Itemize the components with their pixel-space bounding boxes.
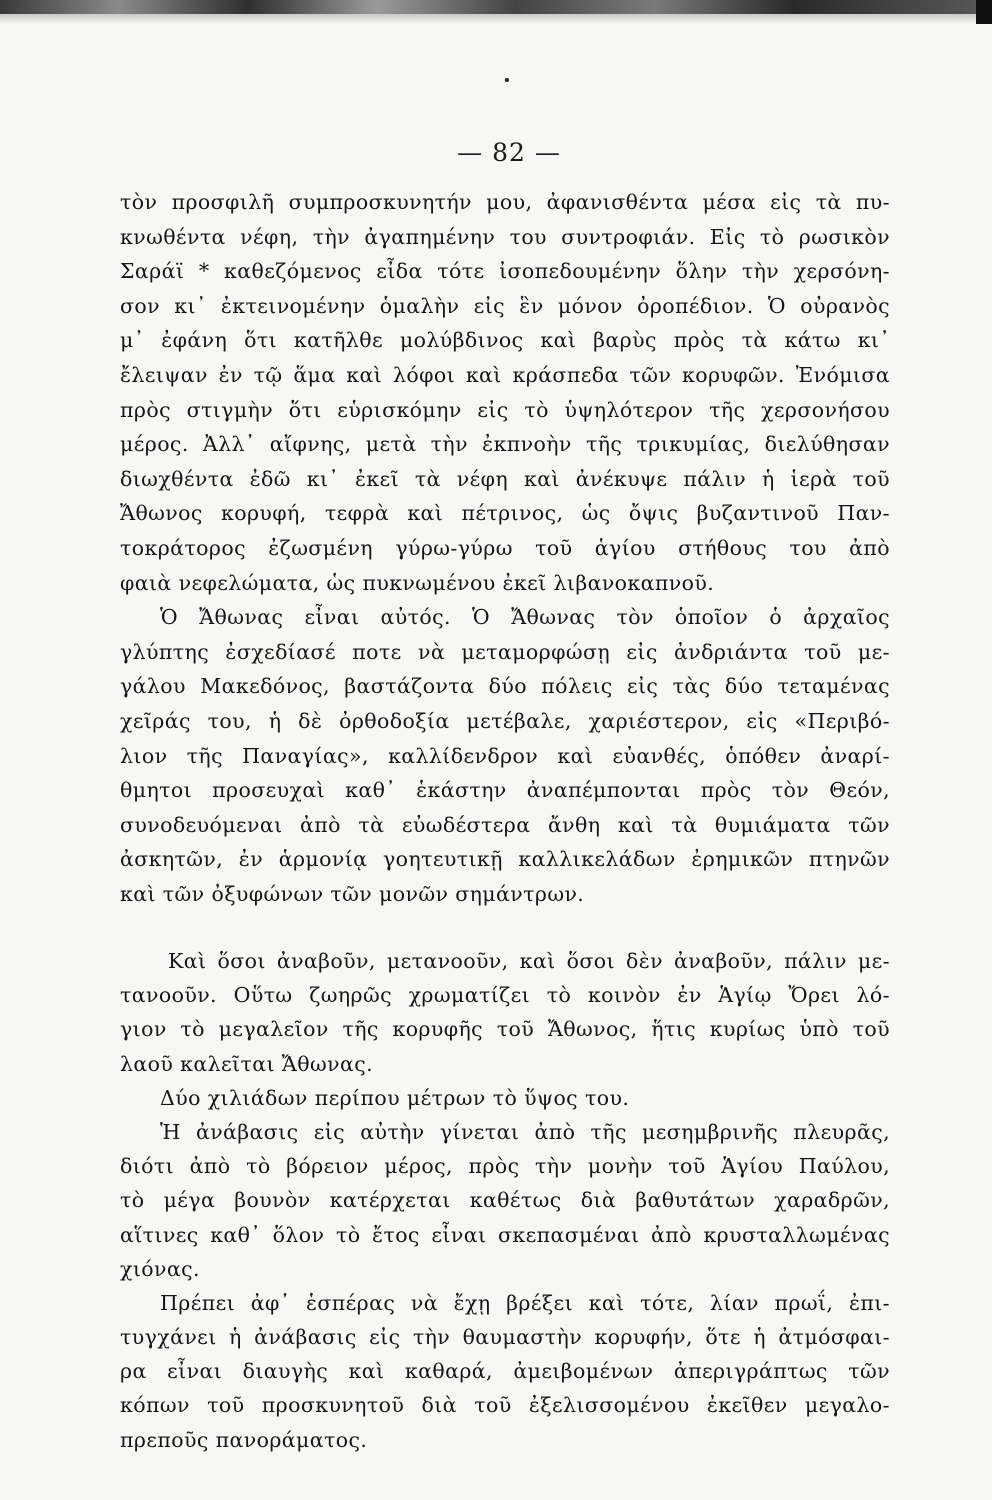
scan-border-top: [0, 0, 992, 14]
text-line: Καὶ ὅσοι ἀναβοῦν, μετανοοῦν, καὶ ὅσοι δὲν ἀναβοῦν, πάλιν με-: [168, 949, 890, 973]
text-line: συνοδευόμεναι ἀπὸ τὰ εὐωδέστερα ἄνθη καὶ τὰ θυμιάματα τῶν: [120, 812, 890, 837]
text-line: γιον τὸ μεγαλεῖον τῆς κορυφῆς τοῦ Ἄθωνος, ἥτις κυρίως ὑπὸ τοῦ: [120, 1017, 890, 1042]
text-line: αἵτινες καθ᾽ ὅλον τὸ ἔτος εἶναι σκεπασμέναι ἀπὸ κρυσταλλωμένας: [120, 1222, 890, 1247]
text-line: κόπων τοῦ προσκυνητοῦ διὰ τοῦ ἐξελισσομένου ἐκεῖθεν μεγαλο-: [120, 1393, 890, 1418]
text-block-top: [120, 185, 890, 911]
text-line: χεῖράς του, ἡ δὲ ὀρθοδοξία μετέβαλε, χαριέστερον, εἰς «Περιβό-: [120, 708, 890, 733]
scan-speck: [505, 78, 509, 82]
text-line: χιόνας.: [120, 1256, 200, 1281]
text-line: λαοῦ καλεῖται Ἄθωνας.: [120, 1051, 374, 1076]
text-line: ρα εἶναι διαυγὴς καὶ καθαρά, ἀμειβομένων ἀπεριγράπτως τῶν: [120, 1359, 890, 1384]
text-line: θμητοι προσευχαὶ καθ᾽ ἑκάστην ἀναπέμπονται πρὸς τὸν Θεόν,: [120, 778, 890, 803]
page-number: — 82 —: [457, 138, 561, 167]
text-line: ἀσκητῶν, ἐν ἁρμονίᾳ γοητευτικῇ καλλικελάδων ἐρημικῶν πτηνῶν: [120, 847, 890, 872]
text-line: Πρέπει ἀφ᾽ ἑσπέρας νὰ ἔχῃ βρέξει καὶ τότε, λίαν πρωΐ, ἐπι-: [160, 1290, 890, 1315]
text-line: μ᾽ ἐφάνη ὅτι κατῆλθε μολύβδινος καὶ βαρὺς πρὸς τὰ κάτω κι᾽: [120, 328, 890, 353]
text-line: κνωθέντα νέφη, τὴν ἀγαπημένην του συντροφιάν. Εἰς τὸ ρωσικὸν: [120, 224, 890, 249]
text-line: Σαράϊ * καθεζόμενος εἶδα τότε ἰσοπεδουμένην ὅλην τὴν χερσόνη-: [120, 259, 890, 284]
text-line: τοκράτορος ἐζωσμένη γύρω-γύρω τοῦ ἁγίου στήθους του ἀπὸ: [120, 535, 890, 560]
text-block-bottom: [120, 944, 890, 1457]
text-line: μέρος. Ἀλλ᾽ αἴφνης, μετὰ τὴν ἐκπνοὴν τῆς τρικυμίας, διελύθησαν: [120, 432, 890, 457]
text-line: τὸ μέγα βουνὸν κατέρχεται καθέτως διὰ βαθυτάτων χαραδρῶν,: [120, 1188, 890, 1213]
text-line: διότι ἀπὸ τὸ βόρειον μέρος, πρὸς τὴν μονὴν τοῦ Ἁγίου Παύλου,: [120, 1154, 890, 1179]
text-line: καὶ τῶν ὀξυφώνων τῶν μονῶν σημάντρων.: [120, 881, 585, 906]
text-line: τυγχάνει ἡ ἀνάβασις εἰς τὴν θαυμαστὴν κορυφήν, ὅτε ἡ ἀτμόσφαι-: [120, 1325, 890, 1350]
text-line: Δύο χιλιάδων περίπου μέτρων τὸ ὕψος του.: [160, 1085, 630, 1110]
text-line: διωχθέντα ἐδῶ κι᾽ ἐκεῖ τὰ νέφη καὶ ἀνέκυψε πάλιν ἡ ἱερὰ τοῦ: [120, 466, 890, 491]
text-line: γάλου Μακεδόνος, βαστάζοντα δύο πόλεις εἰς τὰς δύο τεταμένας: [120, 674, 890, 699]
text-line: φαιὰ νεφελώματα, ὡς πυκνωμένου ἐκεῖ λιβανοκαπνοῦ.: [120, 570, 715, 595]
scan-border-corner: [976, 0, 992, 24]
text-line: τὸν προσφιλῆ συμπροσκυνητήν μου, ἀφανισθέντα μέσα εἰς τὰ πυ-: [120, 190, 890, 214]
text-line: λιον τῆς Παναγίας», καλλίδενδρον καὶ εὐανθές, ὁπόθεν ἀναρί-: [120, 743, 890, 768]
text-line: Ὁ Ἄθωνας εἶναι αὐτός. Ὁ Ἄθωνας τὸν ὁποῖον ὁ ἀρχαῖος: [160, 605, 890, 630]
scan-border-shadow: [0, 14, 992, 24]
text-line: πρὸς στιγμὴν ὅτι εὑρισκόμην εἰς τὸ ὑψηλότερον τῆς χερσονήσου: [120, 397, 890, 422]
text-line: Ἄθωνος κορυφή, τεφρὰ καὶ πέτρινος, ὡς ὄψις βυζαντινοῦ Παν-: [120, 501, 890, 526]
text-line: σον κι᾽ ἐκτεινομένην ὁμαλὴν εἰς ἓν μόνον ὀροπέδιον. Ὁ οὐρανὸς: [120, 293, 890, 318]
text-line: πρεποῦς πανοράματος.: [120, 1427, 368, 1452]
text-line: Ἡ ἀνάβασις εἰς αὐτὴν γίνεται ἀπὸ τῆς μεσημβρινῆς πλευρᾶς,: [160, 1119, 890, 1144]
text-line: ἔλειψαν ἐν τῷ ἅμα καὶ λόφοι καὶ κράσπεδα τῶν κορυφῶν. Ἐνόμισα: [120, 362, 890, 387]
text-line: γλύπτης ἐσχεδίασέ ποτε νὰ μεταμορφώσῃ εἰς ἀνδριάντα τοῦ με-: [120, 639, 890, 664]
text-line: τανοοῦν. Οὕτω ζωηρῶς χρωματίζει τὸ κοινὸν ἐν Ἁγίῳ Ὄρει λό-: [120, 983, 890, 1008]
